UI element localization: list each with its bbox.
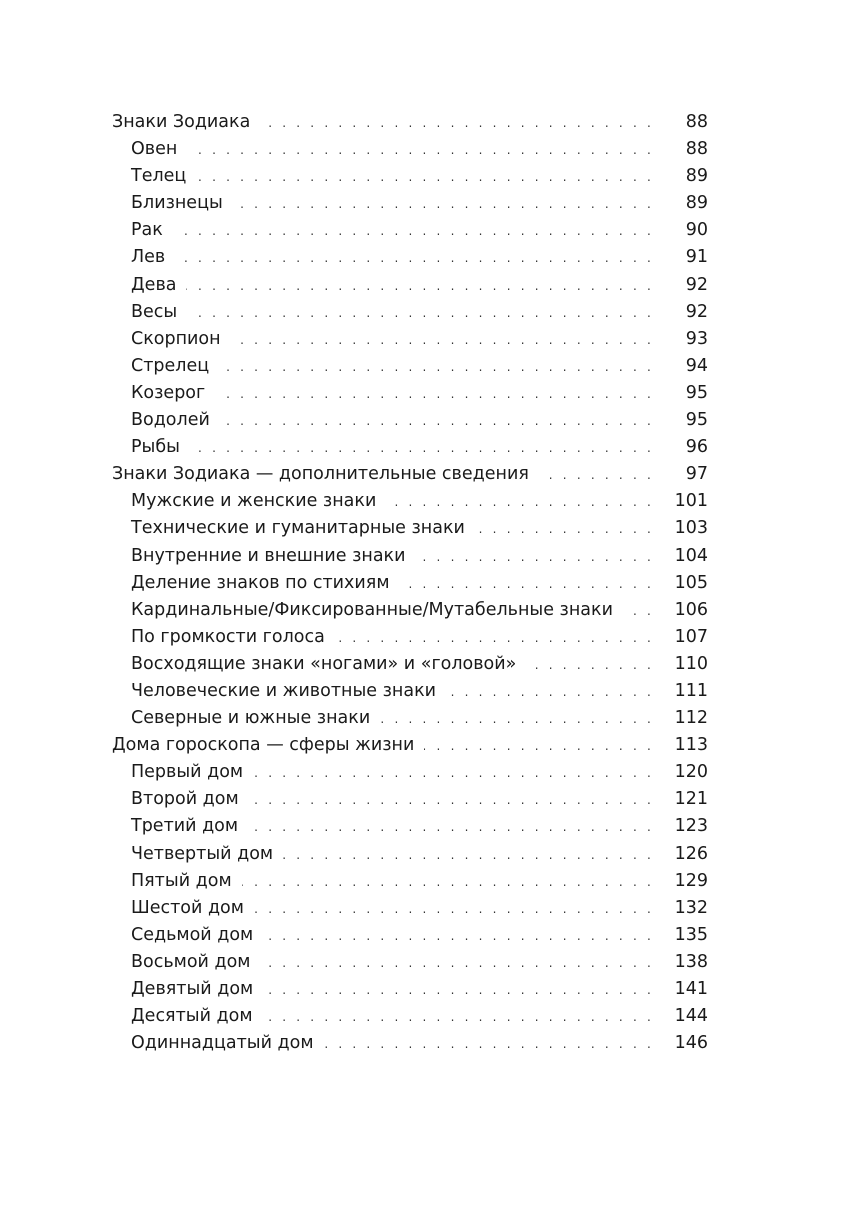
toc-dot-leader [263,1004,654,1031]
toc-entry-page: 106 [674,599,708,620]
toc-entry-title: По громкости голоса [131,626,325,647]
toc-entry-title: Лев [131,247,166,268]
toc-dot-leader [187,137,654,164]
toc-entry-page: 88 [685,112,708,132]
toc-entry-title: Знаки Зодиака [112,112,251,132]
toc-dot-leader [400,571,654,598]
toc-entry-page: 95 [685,410,708,431]
toc-entry [112,922,708,949]
toc-entry-page: 89 [685,166,708,187]
toc-dot-leader [249,787,654,814]
toc-entry-page: 110 [674,653,708,674]
toc-entry-title: Мужские и женские знаки [131,491,377,512]
toc-entry-title: Восходящие знаки «ногами» и «головой» [131,653,517,674]
toc-entry-title: Стрелец [131,355,210,376]
toc-entry [112,299,708,326]
toc-dot-leader [175,245,654,272]
toc-entry [112,841,708,868]
toc-entry [112,868,708,895]
toc-entry-page: 94 [685,355,708,376]
toc-dot-leader [324,1031,654,1058]
toc-entry [112,949,708,976]
toc-entry [112,353,708,380]
toc-entry-title: Третий дом [131,816,239,837]
toc-dot-leader [263,977,654,1004]
toc-entry-title: Деление знаков по стихиям [131,572,390,593]
toc-entry [112,543,708,570]
toc-entry [112,705,708,732]
toc-entry-page: 129 [674,870,708,891]
toc-entry-page: 112 [674,708,708,729]
toc-dot-leader [623,598,654,625]
toc-entry-title: Северные и южные знаки [131,708,371,729]
toc-entry-page: 121 [674,789,708,810]
toc-entry-title: Близнецы [131,193,223,214]
toc-dot-leader [261,950,654,977]
toc-entry [112,326,708,353]
toc-entry-title: Весы [131,301,178,322]
toc-dot-leader [526,652,654,679]
toc-entry-title: Козерог [131,382,206,403]
toc-dot-leader [248,814,654,841]
toc-entry-title: Девятый дом [131,979,254,999]
toc-entry-title: Скорпион [131,328,221,349]
toc-entry-page: 96 [685,437,708,458]
toc-entry-page: 89 [685,193,708,214]
toc-entry-title: Знаки Зодиака — дополнительные сведения [112,464,529,485]
toc-entry [112,1030,708,1057]
toc-entry [112,624,708,651]
toc-dot-leader [475,516,654,543]
toc-entry-page: 135 [674,924,708,945]
toc-entry [112,461,708,488]
toc-entry-page: 93 [685,328,708,349]
toc-dot-leader [220,408,654,435]
toc-entry [112,515,708,542]
toc-entry-title: Седьмой дом [131,924,254,945]
toc-entry [112,786,708,813]
toc-entry-page: 126 [674,843,708,864]
toc-entry-page: 138 [674,951,708,972]
toc-entry-title: Восьмой дом [131,951,251,972]
toc-dot-leader [539,462,654,489]
toc-dot-leader [416,544,655,571]
toc-dot-leader [283,842,654,869]
toc-dot-leader [173,218,654,245]
toc-entry-page: 91 [685,247,708,268]
toc-entry [112,163,708,190]
toc-entry-page: 120 [674,762,708,783]
toc-entry-page: 92 [685,274,708,295]
toc-entry-title: Одиннадцатый дом [131,1033,314,1054]
toc-entry-title: Рак [131,220,163,241]
toc-dot-leader [253,760,654,787]
toc-entry [112,1003,708,1030]
toc-entry-title: Второй дом [131,789,239,810]
toc-entry-page: 101 [674,491,708,512]
toc-entry-title: Кардинальные/Фиксированные/Мутабельные знаки [131,599,613,620]
toc-dot-leader [219,354,654,381]
toc-dot-leader [187,300,654,327]
toc-entry-page: 141 [674,979,708,999]
toc-entry-page: 107 [674,626,708,647]
table-of-contents [112,109,708,1057]
toc-entry [112,217,708,244]
toc-entry [112,136,708,163]
toc-entry [112,732,708,759]
toc-dot-leader [263,923,654,950]
toc-entry-title: Телец [131,166,187,187]
toc-entry [112,190,708,217]
toc-dot-leader [446,679,654,706]
toc-entry [112,488,708,515]
toc-entry [112,272,708,299]
toc-entry-title: Четвертый дом [131,843,274,864]
toc-entry-title: Шестой дом [131,897,244,918]
toc-entry-title: Рыбы [131,437,180,458]
toc-entry-page: 90 [685,220,708,241]
toc-entry [112,759,708,786]
toc-entry-page: 104 [674,545,708,566]
toc-entry-page: 113 [674,735,708,756]
toc-dot-leader [231,327,654,354]
toc-entry-title: Десятый дом [131,1006,253,1027]
toc-dot-leader [242,869,654,896]
toc-entry-page: 105 [674,572,708,593]
toc-entry [112,380,708,407]
toc-entry-title: Внутренние и внешние знаки [131,545,406,566]
toc-entry-page: 111 [674,680,708,701]
toc-entry-title: Человеческие и животные знаки [131,680,437,701]
toc-dot-leader [254,896,654,923]
toc-entry [112,813,708,840]
toc-dot-leader [260,110,654,137]
toc-entry-page: 123 [674,816,708,837]
toc-entry-page: 146 [674,1033,708,1054]
toc-entry-page: 92 [685,301,708,322]
toc-entry [112,109,708,136]
toc-dot-leader [424,733,654,760]
toc-entry-page: 103 [674,518,708,539]
toc-entry-page: 95 [685,382,708,403]
toc-entry-title: Технические и гуманитарные знаки [131,518,465,539]
toc-entry-page: 88 [685,139,708,160]
toc-entry [112,570,708,597]
toc-entry [112,407,708,434]
toc-entry [112,597,708,624]
toc-dot-leader [380,706,654,733]
toc-dot-leader [186,273,654,300]
toc-entry [112,434,708,461]
toc-entry [112,678,708,705]
toc-dot-leader [196,164,654,191]
toc-dot-leader [215,381,654,408]
toc-entry [112,976,708,1003]
toc-dot-leader [335,625,654,652]
toc-entry-page: 144 [674,1006,708,1027]
toc-dot-leader [190,435,654,462]
toc-dot-leader [386,489,654,516]
toc-entry-page: 97 [685,464,708,485]
toc-entry-title: Водолей [131,410,210,431]
toc-entry-title: Дома гороскопа — сферы жизни [112,735,415,756]
toc-entry-page: 132 [674,897,708,918]
toc-entry-title: Пятый дом [131,870,232,891]
toc-entry [112,244,708,271]
toc-entry-title: Первый дом [131,762,244,783]
toc-entry-title: Овен [131,139,178,160]
toc-entry-title: Дева [131,274,177,295]
toc-entry [112,895,708,922]
toc-dot-leader [233,191,654,218]
toc-entry [112,651,708,678]
